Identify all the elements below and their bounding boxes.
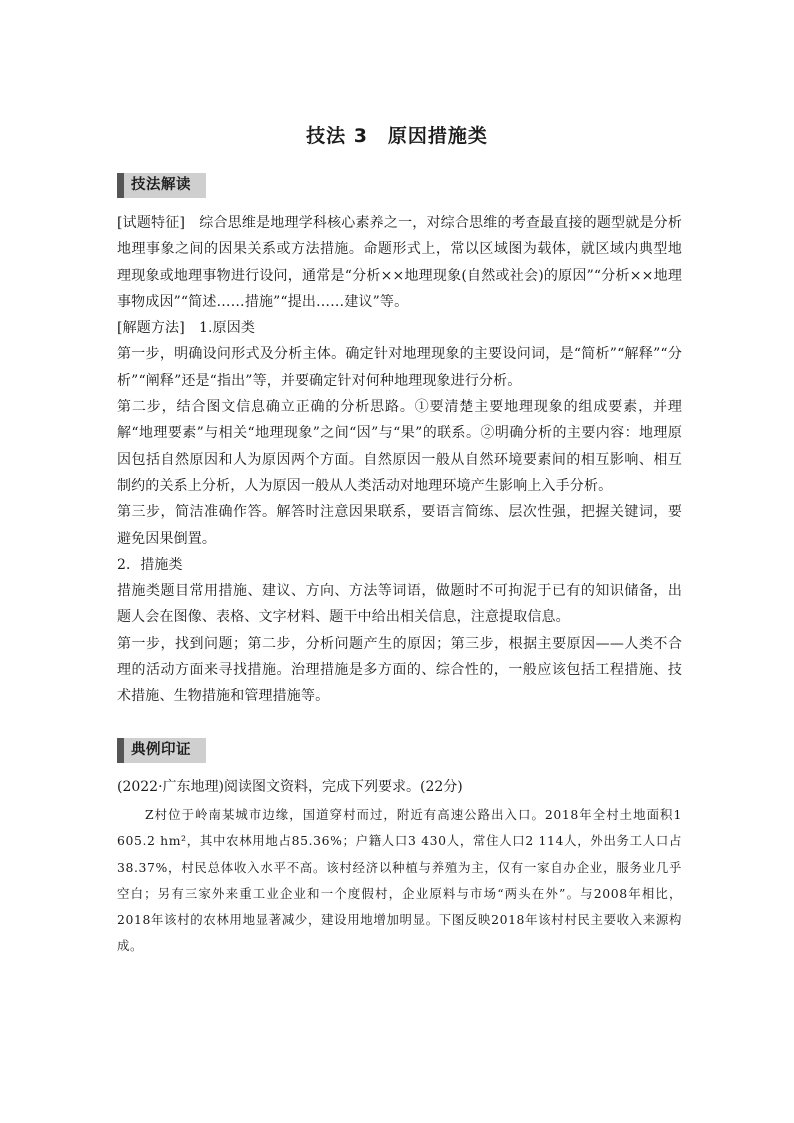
- paragraph-method-heading: [解题方法] 1.原因类: [117, 320, 256, 337]
- section-header-technique: 技法解读: [117, 173, 206, 198]
- section-header-example: 典例印证: [117, 738, 206, 763]
- paragraph-cause-step1: 第一步，明确设问形式及分析主体。确定针对地理现象的主要设问词，是“简析”“解释”“分析”“阐释”还是“指出”等，并要确定针对何种地理现象进行分析。: [117, 346, 682, 389]
- paragraph-measure-intro: 措施类题目常用措施、建议、方向、方法等词语，做题时不可拘泥于已有的知识储备，出题人会在图像、表格、文字材料、题干中给出相关信息，注意提取信息。: [117, 583, 682, 626]
- technique-body: [117, 210, 682, 710]
- paragraph-measure-steps: 第一步，找到问题；第二步，分析问题产生的原因；第三步，根据主要原因——人类不合理的活动方面来寻找措施。治理措施是多方面的、综合性的，一般应该包括工程措施、技术措施、生物措施和管理措施等。: [117, 635, 682, 705]
- paragraph-cause-step2: 第二步，结合图文信息确立正确的分析思路。①要清楚主要地理现象的组成要素，并理解“地理要素”与相关“地理现象”之间“因”与“果”的联系。②明确分析的主要内容：地理原因包括自然原因和人为原因两个方面。自然原因一般从自然环境要素间的相互影响、相互制约的关系上分析，人为原因一般从人类活动对地理环境产生影响上入手分析。: [117, 399, 682, 494]
- material-paragraph: Z村位于岭南某城市边缘，国道穿村而过，附近有高速公路出入口。2018年全村土地面积1 605.2 hm²，其中农林用地占85.36%；户籍人口3 430人，常住人口2 114人，外出务工人口占38.37%，村民总体收入水平不高。该村经济以种植与养殖为主，仅有一家自办企业，服务业几乎空白；另有三家外来重工业企业和一个度假村，企业原料与市场“两头在外”。与2008年相比，2018年该村的农林用地显著减少，建设用地增加明显。下图反映2018年该村村民主要收入来源构成。: [117, 807, 682, 954]
- example-source: (2022·广东地理)阅读图文资料，完成下列要求。(22分): [117, 779, 463, 795]
- example-material: [117, 802, 682, 960]
- paragraph-measure-heading: 2．措施类: [117, 556, 183, 573]
- paragraph-question-features: [试题特征] 综合思维是地理学科核心素养之一，对综合思维的考查最直接的题型就是分析地理事象之间的因果关系或方法措施。命题形式上，常以区域图为载体，就区域内典型地理现象或地理事物进行设问，通常是“分析××地理现象(自然或社会)的原因”“分析××地理事物成因”“简述……措施”“提出……建议”等。: [117, 215, 682, 310]
- paragraph-cause-step3: 第三步，简洁准确作答。解答时注意因果联系，要语言简练、层次性强，把握关键词，要避免因果倒置。: [117, 504, 682, 547]
- page-title: 技法 3 原因措施类: [306, 125, 488, 147]
